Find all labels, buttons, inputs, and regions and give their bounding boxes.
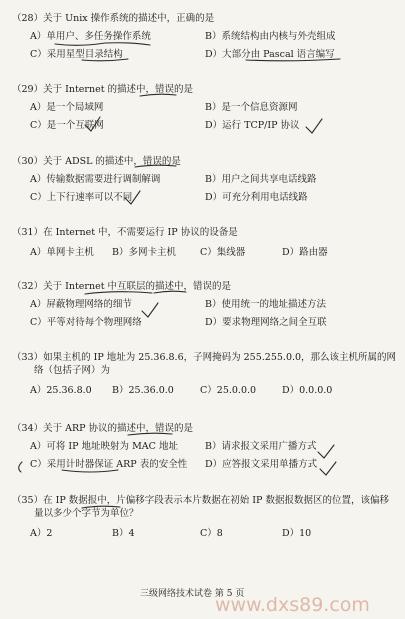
question-stem: （32）关于 Internet 中互联层的描述中，错误的是 [12,281,232,292]
option-a: A）25.36.8.0 [30,385,92,396]
option-b: B）使用统一的地址描述方法 [205,299,326,310]
option-a: A）屏蔽物理网络的细节 [30,299,132,310]
question-34 [12,422,397,471]
question-stem: （34）关于 ARP 协议的描述中，错误的是 [12,423,194,434]
option-d: D）大部分由 Pascal 语言编写 [205,49,335,60]
option-a: A）是一个局域网 [30,102,104,113]
question-stem: （28）关于 Unix 操作系统的描述中，正确的是 [12,13,215,24]
question-stem: （33）如果主机的 IP 地址为 25.36.8.6，子网掩码为 255.255.0.0，那么该主机所属的网络（包括子网）为 [12,352,397,376]
option-c: C）8 [200,528,223,539]
question-stem: （35）在 IP 数据报中，片偏移字段表示本片数据在初始 IP 数据报数据区的位置，该偏移量以多少个字节为单位？ [12,495,389,519]
option-d: D）可充分利用电话线路 [205,192,308,203]
question-stem: （30）关于 ADSL 的描述中，错误的是 [12,156,181,167]
question-28 [12,12,397,61]
option-d: D）10 [282,528,312,539]
option-a: A）2 [30,528,53,539]
option-d: D）运行 TCP/IP 协议 [205,120,300,131]
option-b: B）用户之间共享电话线路 [205,174,317,185]
question-32 [12,280,397,329]
option-c: C）采用星型目录结构 [30,49,123,60]
option-c: C）集线器 [200,247,246,258]
option-b: B）系统结构由内核与外壳组成 [205,31,336,42]
option-d: D）要求物理网络之间全互联 [205,317,327,328]
question-33 [12,351,397,397]
option-b: B）4 [112,528,135,539]
option-a: A）传输数据需要进行调制解调 [30,174,161,185]
option-d: D）0.0.0.0 [282,385,333,396]
option-c: C）平等对待每个物理网络 [30,317,142,328]
question-35 [12,494,397,540]
option-b: B）是一个信息资源网 [205,102,298,113]
option-a: A）单网卡主机 [30,247,94,258]
question-stem: （29）关于 Internet 的描述中，错误的是 [12,84,194,95]
question-31 [12,226,397,259]
question-30 [12,155,397,204]
option-a: A）可将 IP 地址映射为 MAC 地址 [30,441,178,452]
option-b: B）多网卡主机 [112,247,176,258]
option-c: C）是一个互联网 [30,120,104,131]
option-c: C）上下行速率可以不同 [30,192,133,203]
option-b: B）25.36.0.0 [112,385,174,396]
question-stem: （31）在 Internet 中，不需要运行 IP 协议的设备是 [12,227,238,238]
option-a: A）单用户、多任务操作系统 [30,31,151,42]
option-c: C）25.0.0.0 [200,385,257,396]
page-footer: 三级网络技术试卷 第 5 页 [140,589,245,599]
option-d: D）应答报文采用单播方式 [205,459,318,470]
question-29 [12,83,397,132]
option-c: C）采用计时器保证 ARP 表的安全性 [30,459,188,470]
option-d: D）路由器 [282,247,328,258]
option-b: B）请求报文采用广播方式 [205,441,317,452]
watermark: www.dxs89.com [215,594,370,616]
